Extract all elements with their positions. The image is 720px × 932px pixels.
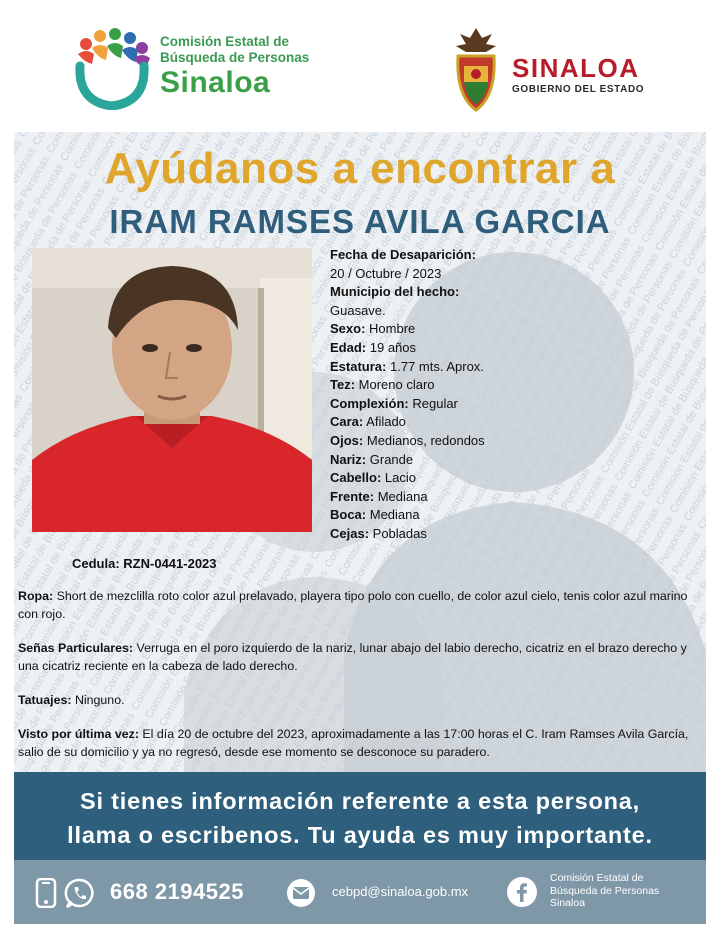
distinguishing-marks-label: Señas Particulares: (18, 641, 134, 655)
detail-row (330, 506, 660, 525)
clothing-text: Short de mezclilla roto color azul prelavado, playera tipo polo con cuello, de color azul cielo, tenis color azul marino con rojo. (18, 589, 688, 621)
phone-icon (34, 878, 60, 908)
tattoos-paragraph (18, 692, 702, 710)
tattoos-text: Ninguno. (74, 693, 125, 707)
detail-label: Cara: (330, 414, 364, 430)
detail-row (330, 488, 660, 507)
contact-email[interactable]: cebpd@sinaloa.gob.mx (332, 884, 469, 899)
detail-label: Boca: (330, 507, 367, 523)
detail-value: Hombre (369, 321, 416, 337)
poster-header (0, 0, 720, 132)
detail-row (330, 525, 660, 544)
detail-value: 1.77 mts. Aprox. (389, 358, 484, 374)
last-seen-text: El día 20 de octubre del 2023, aproximadamente a las 17:00 horas el C. Iram Ramses Avila García, salio de su domicilio y ya no regresó, desde ese momento se desconoce su paradero. (18, 727, 689, 759)
detail-value: Mediana (377, 488, 428, 504)
detail-row (330, 283, 660, 302)
detail-label: Frente: (330, 488, 375, 504)
detail-value: 19 años (369, 339, 417, 355)
last-seen-paragraph (18, 726, 702, 761)
state-government-wordmark (512, 54, 644, 95)
gov-title: SINALOA (512, 53, 640, 83)
detail-row (330, 320, 660, 339)
call-to-action-banner (14, 772, 706, 860)
detail-row (330, 265, 660, 284)
detail-label: Complexión: (330, 395, 409, 411)
poster-headline: Ayúdanos a encontrar a (104, 144, 616, 193)
detail-value: Regular (412, 395, 458, 411)
detail-row (330, 432, 660, 451)
detail-label: Ojos: (330, 432, 364, 448)
detail-row (330, 339, 660, 358)
fb-line-3: Sinaloa (550, 897, 586, 909)
tattoos-label: Tatuajes: (18, 693, 72, 707)
agency-line-2: Búsqueda de Personas (160, 50, 310, 65)
fb-line-2: Búsqueda de Personas (550, 884, 660, 897)
detail-row (330, 451, 660, 470)
distinguishing-marks-paragraph (18, 640, 702, 675)
detail-value: Afilado (366, 414, 406, 430)
bottom-margin (0, 924, 720, 932)
agency-line-3: Sinaloa (160, 66, 271, 99)
detail-row (330, 395, 660, 414)
cedula-value: RZN-0441-2023 (123, 556, 217, 571)
detail-label: Cabello: (330, 470, 382, 486)
missing-person-photo (32, 248, 312, 532)
cedula (72, 556, 217, 571)
detail-row (330, 413, 660, 432)
missing-person-name: IRAM RAMSES AVILA GARCIA (109, 203, 611, 240)
agency-wordmark (160, 34, 309, 100)
contact-phone[interactable]: 668 2194525 (110, 879, 244, 904)
people-logo-icon (72, 26, 152, 110)
detail-value: Lacio (384, 470, 416, 486)
detail-label: Fecha de Desaparición: (330, 247, 476, 262)
whatsapp-icon (64, 877, 96, 909)
clothing-paragraph (18, 588, 702, 623)
detail-label: Sexo: (330, 321, 366, 337)
facebook-page-name[interactable] (550, 872, 659, 910)
detail-value: Grande (369, 451, 414, 467)
contact-footer (14, 860, 706, 924)
detail-value: 20 / Octubre / 2023 (330, 265, 442, 281)
clothing-label: Ropa: (18, 589, 54, 603)
detail-label: Municipio del hecho: (330, 284, 460, 300)
email-icon (286, 878, 316, 908)
agency-line-1: Comisión Estatal de (160, 34, 290, 49)
cedula-label: Cedula: (72, 556, 120, 571)
detail-row (330, 469, 660, 488)
detail-label: Nariz: (330, 451, 367, 467)
fb-line-1: Comisión Estatal de (550, 872, 644, 884)
state-crest-icon (450, 26, 502, 112)
detail-value: Medianos, redondos (366, 432, 485, 448)
facebook-icon (506, 876, 538, 908)
poster-body (14, 132, 706, 772)
detail-label: Edad: (330, 339, 367, 355)
distinguishing-marks-text: Verruga en el poro izquierdo de la nariz, lunar abajo del labio derecho, cicatriz en el brazo derecho y una cicatriz reciente en la cabeza de lado derecho. (18, 641, 687, 673)
detail-value: Pobladas (372, 525, 427, 541)
gov-subtitle: GOBIERNO DEL ESTADO (512, 84, 645, 95)
detail-label: Tez: (330, 377, 356, 393)
detail-row (330, 376, 660, 395)
detail-row (330, 358, 660, 377)
last-seen-label: Visto por última vez: (18, 727, 139, 741)
detail-value: Guasave. (330, 302, 386, 318)
detail-label: Cejas: (330, 525, 370, 541)
details-list (330, 246, 660, 544)
detail-row (330, 246, 660, 265)
detail-label: Estatura: (330, 358, 387, 374)
detail-value: Mediana (369, 507, 420, 523)
detail-value: Moreno claro (358, 377, 435, 393)
detail-row (330, 302, 660, 321)
cta-line-2: llama o escribenos. Tu ayuda es muy importante. (67, 822, 653, 848)
cta-line-1: Si tienes información referente a esta persona, (79, 788, 640, 814)
